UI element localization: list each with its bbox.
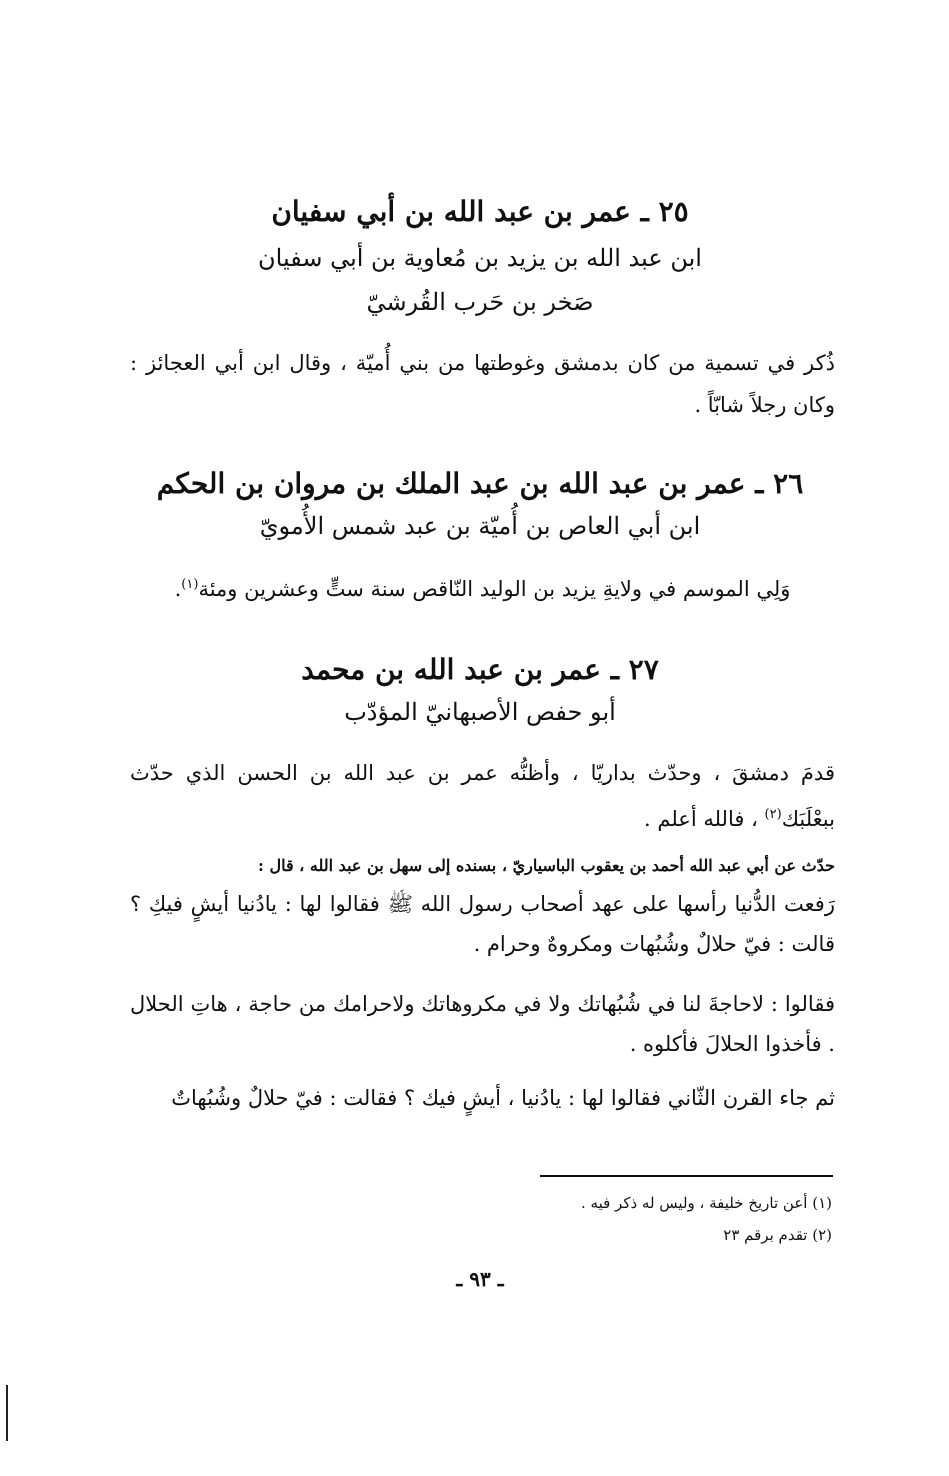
entry-27-paragraph-2: فقالوا : لاحاجةَ لنا في شُبُهاتك ولا في مكروهاتك ولاحرامك من حاجة ، هاتِ الحلال . فأخذوا الحلالَ فأكلوه . <box>130 992 835 1056</box>
page-number: ـ ٩٣ ـ <box>456 1267 504 1291</box>
entry-25-title: ٢٥ ـ عمر بن عبد الله بن أبي سفيان <box>271 195 689 228</box>
entry-27-text-a: قدمَ دمشقَ ، وحدّث بداريّا ، وأظنُّه عمر بن عبد الله بن الحسن الذي حدّث ببعْلَبَك <box>130 761 835 831</box>
entry-26-text <box>130 564 835 610</box>
entry-27-isnad: حدّث عن أبي عبد الله أحمد بن يعقوب الباسياريّ ، بسنده إلى سهل بن عبد الله ، قال : <box>257 856 835 875</box>
entry-26-text-end: . <box>174 577 182 601</box>
footnote-ref-2: (٢) <box>764 807 782 822</box>
entry-25-text: ذُكر في تسمية من كان بدمشق وغوطتها من بني أُميّة ، وقال ابن أبي العجائز : وكان رجلاً شابّاً . <box>130 351 835 417</box>
entry-25-lineage-2: صَخر بن حَرب القُرشيّ <box>366 288 594 316</box>
entry-27-lineage: أبو حفص الأصبهانيّ المؤدّب <box>344 698 616 726</box>
footnote-divider <box>540 1175 833 1177</box>
footnote-1: (١) أعن تاريخ خليفة ، وليس له ذكر فيه . <box>581 1194 832 1212</box>
footnote-ref-1: (١) <box>181 577 199 592</box>
entry-25-lineage-1: ابن عبد الله بن يزيد بن مُعاوية بن أبي سفيان <box>258 244 702 272</box>
entry-27-paragraph-3: ثم جاء القرن الثّاني فقالوا لها : يادُنيا ، أيشٍ فيك ؟ فقالت : فيّ حلالٌ وشُبُهاتٌ <box>171 1086 835 1110</box>
entry-26-text-body: وَلِي الموسم في ولايةِ يزيد بن الوليد النّاقص سنة ستٍّ وعشرين ومئة <box>198 577 791 601</box>
entry-26-title: ٢٦ ـ عمر بن عبد الله بن عبد الملك بن مروان بن الحكم <box>156 467 804 500</box>
entry-26-lineage: ابن أبي العاص بن أُميّة بن عبد شمس الأُمويّ <box>259 512 701 540</box>
scan-edge-mark <box>6 1385 8 1441</box>
entry-27-paragraph-1: رَفعت الدُّنيا رأسها على عهد أصحاب رسول الله ﷺ فقالوا لها : يادُنيا أيشٍ فيكِ ؟ قالت : فيّ حلالٌ وشُبُهات ومكروهٌ وحرام . <box>130 892 835 956</box>
entry-27-text <box>130 752 835 840</box>
entry-27-title: ٢٧ ـ عمر بن عبد الله بن محمد <box>301 653 659 686</box>
entry-27-text-b: ، فالله أعلم . <box>644 807 758 831</box>
footnote-2: (٢) تقدم برقم ٢٣ <box>723 1226 832 1244</box>
